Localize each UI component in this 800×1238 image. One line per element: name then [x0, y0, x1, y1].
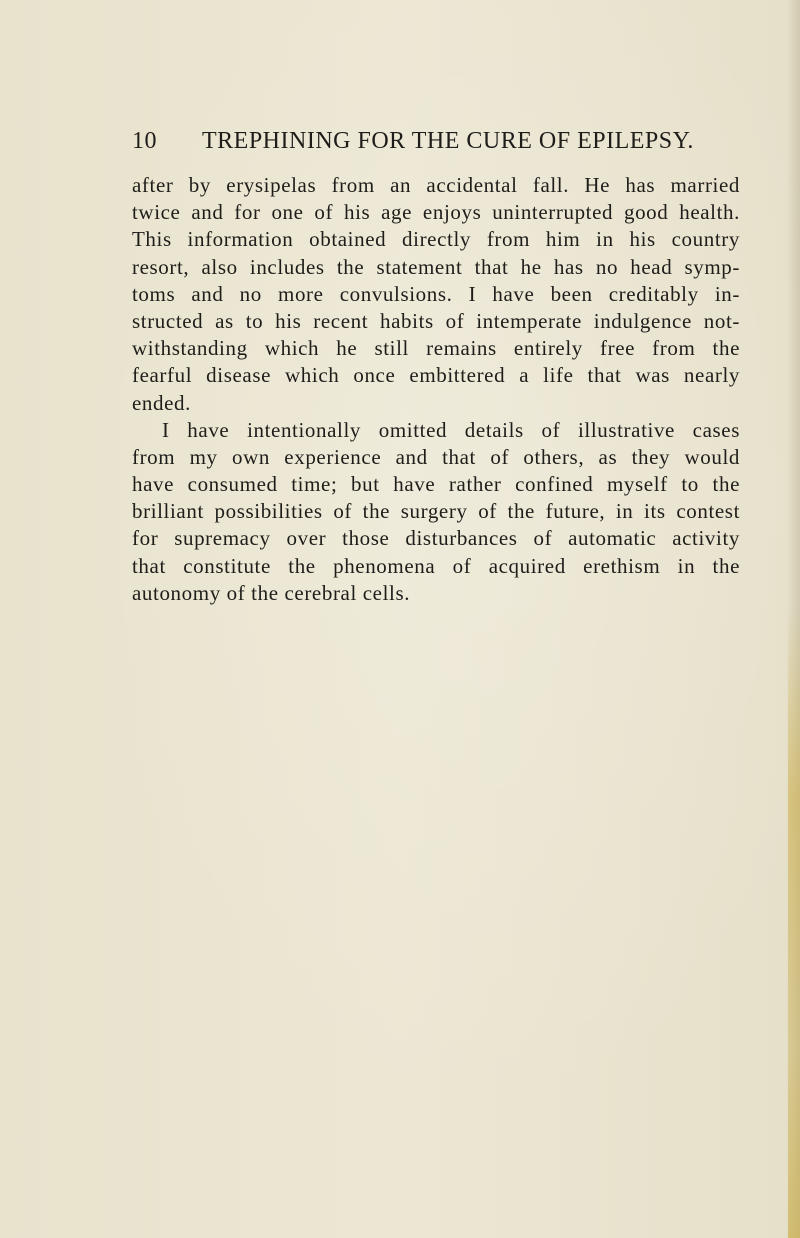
- text-line: structed as to his recent habits of intemperate indulgence not-: [132, 308, 740, 333]
- body-text: [132, 172, 740, 607]
- paragraph-2: [132, 417, 740, 607]
- text-line: that constitute the phenomena of acquired erethism in the: [132, 553, 740, 578]
- text-line: withstanding which he still remains entirely free from the: [132, 336, 740, 361]
- text-line: ended.: [132, 390, 191, 415]
- page-number: 10: [132, 128, 157, 154]
- running-head: [132, 128, 694, 162]
- text-line: toms and no more convulsions. I have been creditably in-: [132, 281, 740, 306]
- text-line: I have intentionally omitted details of illustrative cases: [162, 417, 740, 442]
- page-edge-stain: [788, 610, 800, 1238]
- text-line: autonomy of the cerebral cells.: [132, 580, 411, 605]
- text-line: after by erysipelas from an accidental fall. He has married: [132, 173, 740, 197]
- running-head-title: TREPHINING FOR THE CURE OF EPILEPSY.: [202, 128, 694, 154]
- text-line: resort, also includes the statement that he has no head symp-: [132, 254, 740, 279]
- text-line: from my own experience and that of others, as they would: [132, 444, 740, 469]
- paragraph-1: [132, 172, 740, 417]
- text-line: for supremacy over those disturbances of automatic activity: [132, 526, 740, 551]
- text-line: This information obtained directly from him in his country: [132, 227, 740, 252]
- text-line: fearful disease which once embittered a life that was nearly: [132, 363, 740, 388]
- text-line: have consumed time; but have rather confined myself to the: [132, 472, 740, 497]
- text-line: twice and for one of his age enjoys uninterrupted good health.: [132, 200, 740, 225]
- text-line: brilliant possibilities of the surgery of the future, in its contest: [132, 499, 740, 524]
